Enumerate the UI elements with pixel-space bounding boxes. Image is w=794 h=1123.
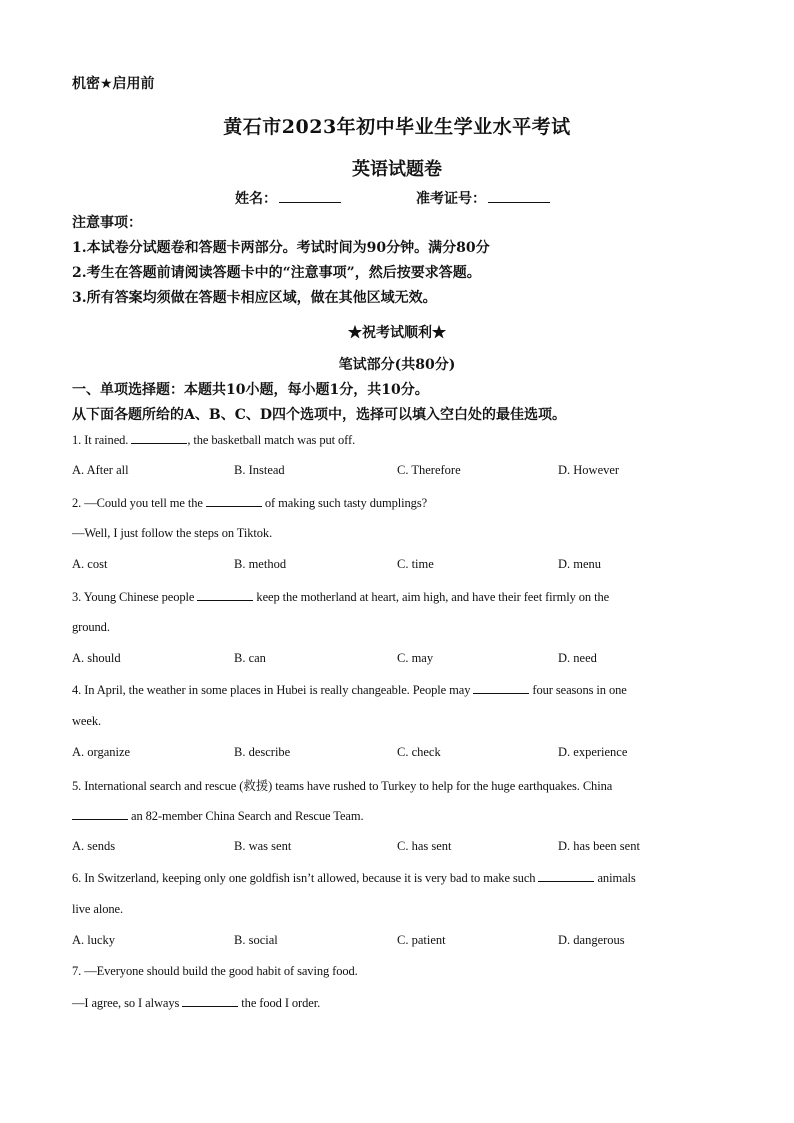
note-item: 2.考生在答题前请阅读答题卡中的“注意事项”，然后按要求答题。 [72,265,481,281]
confidential-label: 机密★启用前 [72,76,155,92]
question-text: 2. —Could you tell me the [72,495,206,510]
option-a[interactable]: A. organize [72,745,131,759]
option-a[interactable]: A. sends [72,838,116,853]
question-text: keep the motherland at heart, aim high, and have their feet firmly on the [253,589,610,604]
question-4-line [72,714,712,729]
section-title: 笔试部分(共80分) [338,357,456,373]
question-text: of making such tasty dumplings? [261,495,428,510]
option-d[interactable]: D. experience [558,745,628,759]
exam-subtitle: 英语试题卷 [352,159,442,180]
question-1-line [72,432,712,448]
option-d[interactable]: D. need [558,651,597,666]
question-7-line [72,995,712,1011]
option-c[interactable]: C. may [397,651,434,666]
answer-blank [182,995,238,1007]
answer-blank [197,589,253,601]
option-a[interactable]: A. lucky [72,932,116,947]
question-3-line [72,589,712,605]
name-blank[interactable] [279,189,341,203]
note-item: 1.本试卷分试题卷和答题卡两部分。考试时间为90分钟。满分80分 [72,240,490,256]
question-2-line [72,495,712,511]
question-text: 4. In April, the weather in some places in Hubei is really changeable. People may [72,683,474,698]
option-c[interactable]: C. patient [397,932,446,947]
option-a[interactable]: A. After all [72,463,129,478]
question-6-line [72,902,712,917]
exam-page [72,0,722,1123]
option-c[interactable]: C. check [397,745,441,759]
option-d[interactable]: D. However [558,463,620,478]
question-text: ground. [72,619,110,634]
notes-section [72,213,722,313]
part1-instruction: 从下面各题所给的A、B、C、D四个选项中，选择可以填入空白处的最佳选项。 [72,407,566,423]
question-text: 5. International search and rescue (救援) teams have rushed to Turkey to help for the huge earthquakes. China [72,779,613,794]
question-3-line [72,620,712,635]
question-text: week. [72,713,101,728]
notes-heading: 注意事项： [72,215,142,231]
name-label: 姓名： [235,191,277,207]
answer-blank [206,495,262,507]
question-2-line [72,526,712,541]
option-a[interactable]: A. should [72,651,121,666]
option-b[interactable]: B. social [234,932,278,947]
exam-title: 黄石市2023年初中毕业生学业水平考试 [223,116,571,138]
name-field[interactable] [235,188,341,208]
answer-blank [538,870,594,882]
question-text: 7. —Everyone should build the good habit of saving food. [72,964,358,979]
question-text: live alone. [72,901,123,916]
id-blank[interactable] [488,189,550,203]
question-text: 3. Young Chinese people [72,589,198,604]
question-text: an 82-member China Search and Rescue Team. [128,808,364,823]
answer-blank [72,808,128,820]
option-b[interactable]: B. method [234,557,287,572]
option-a[interactable]: A. cost [72,557,108,572]
question-6-line [72,870,712,886]
option-d[interactable]: D. has been sent [558,838,640,853]
question-text: animals [594,871,636,886]
question-text: 6. In Switzerland, keeping only one goldfish isn’t allowed, because it is very bad to make such [72,871,539,886]
question-5-line [72,808,712,824]
option-b[interactable]: B. describe [234,745,291,759]
id-field[interactable] [416,188,550,208]
question-text: , the basketball match was put off. [187,433,356,447]
option-b[interactable]: B. was sent [234,838,292,853]
option-b[interactable]: B. Instead [234,463,285,478]
option-c[interactable]: C. time [397,557,434,572]
answer-blank [473,682,529,694]
part1-heading: 一、单项选择题：本题共10小题，每小题1分，共10分。 [72,382,429,398]
question-7-line [72,964,712,979]
option-c[interactable]: C. Therefore [397,463,461,478]
option-d[interactable]: D. dangerous [558,932,625,947]
question-text: 1. It rained. [72,433,132,447]
question-text: the food I order. [238,996,321,1011]
good-luck-line: ★祝考试顺利★ [348,325,446,341]
note-item: 3.所有答案均须做在答题卡相应区域，做在其他区域无效。 [72,290,437,306]
question-4-line [72,682,712,698]
id-label: 准考证号： [416,191,486,207]
question-text: —I agree, so I always [72,996,183,1011]
answer-blank [131,432,187,444]
question-5-line [72,776,712,794]
question-text: —Well, I just follow the steps on Tiktok. [72,525,273,540]
option-b[interactable]: B. can [234,651,266,666]
option-d[interactable]: D. menu [558,557,602,572]
option-c[interactable]: C. has sent [397,838,452,853]
question-text: four seasons in one [529,683,627,698]
